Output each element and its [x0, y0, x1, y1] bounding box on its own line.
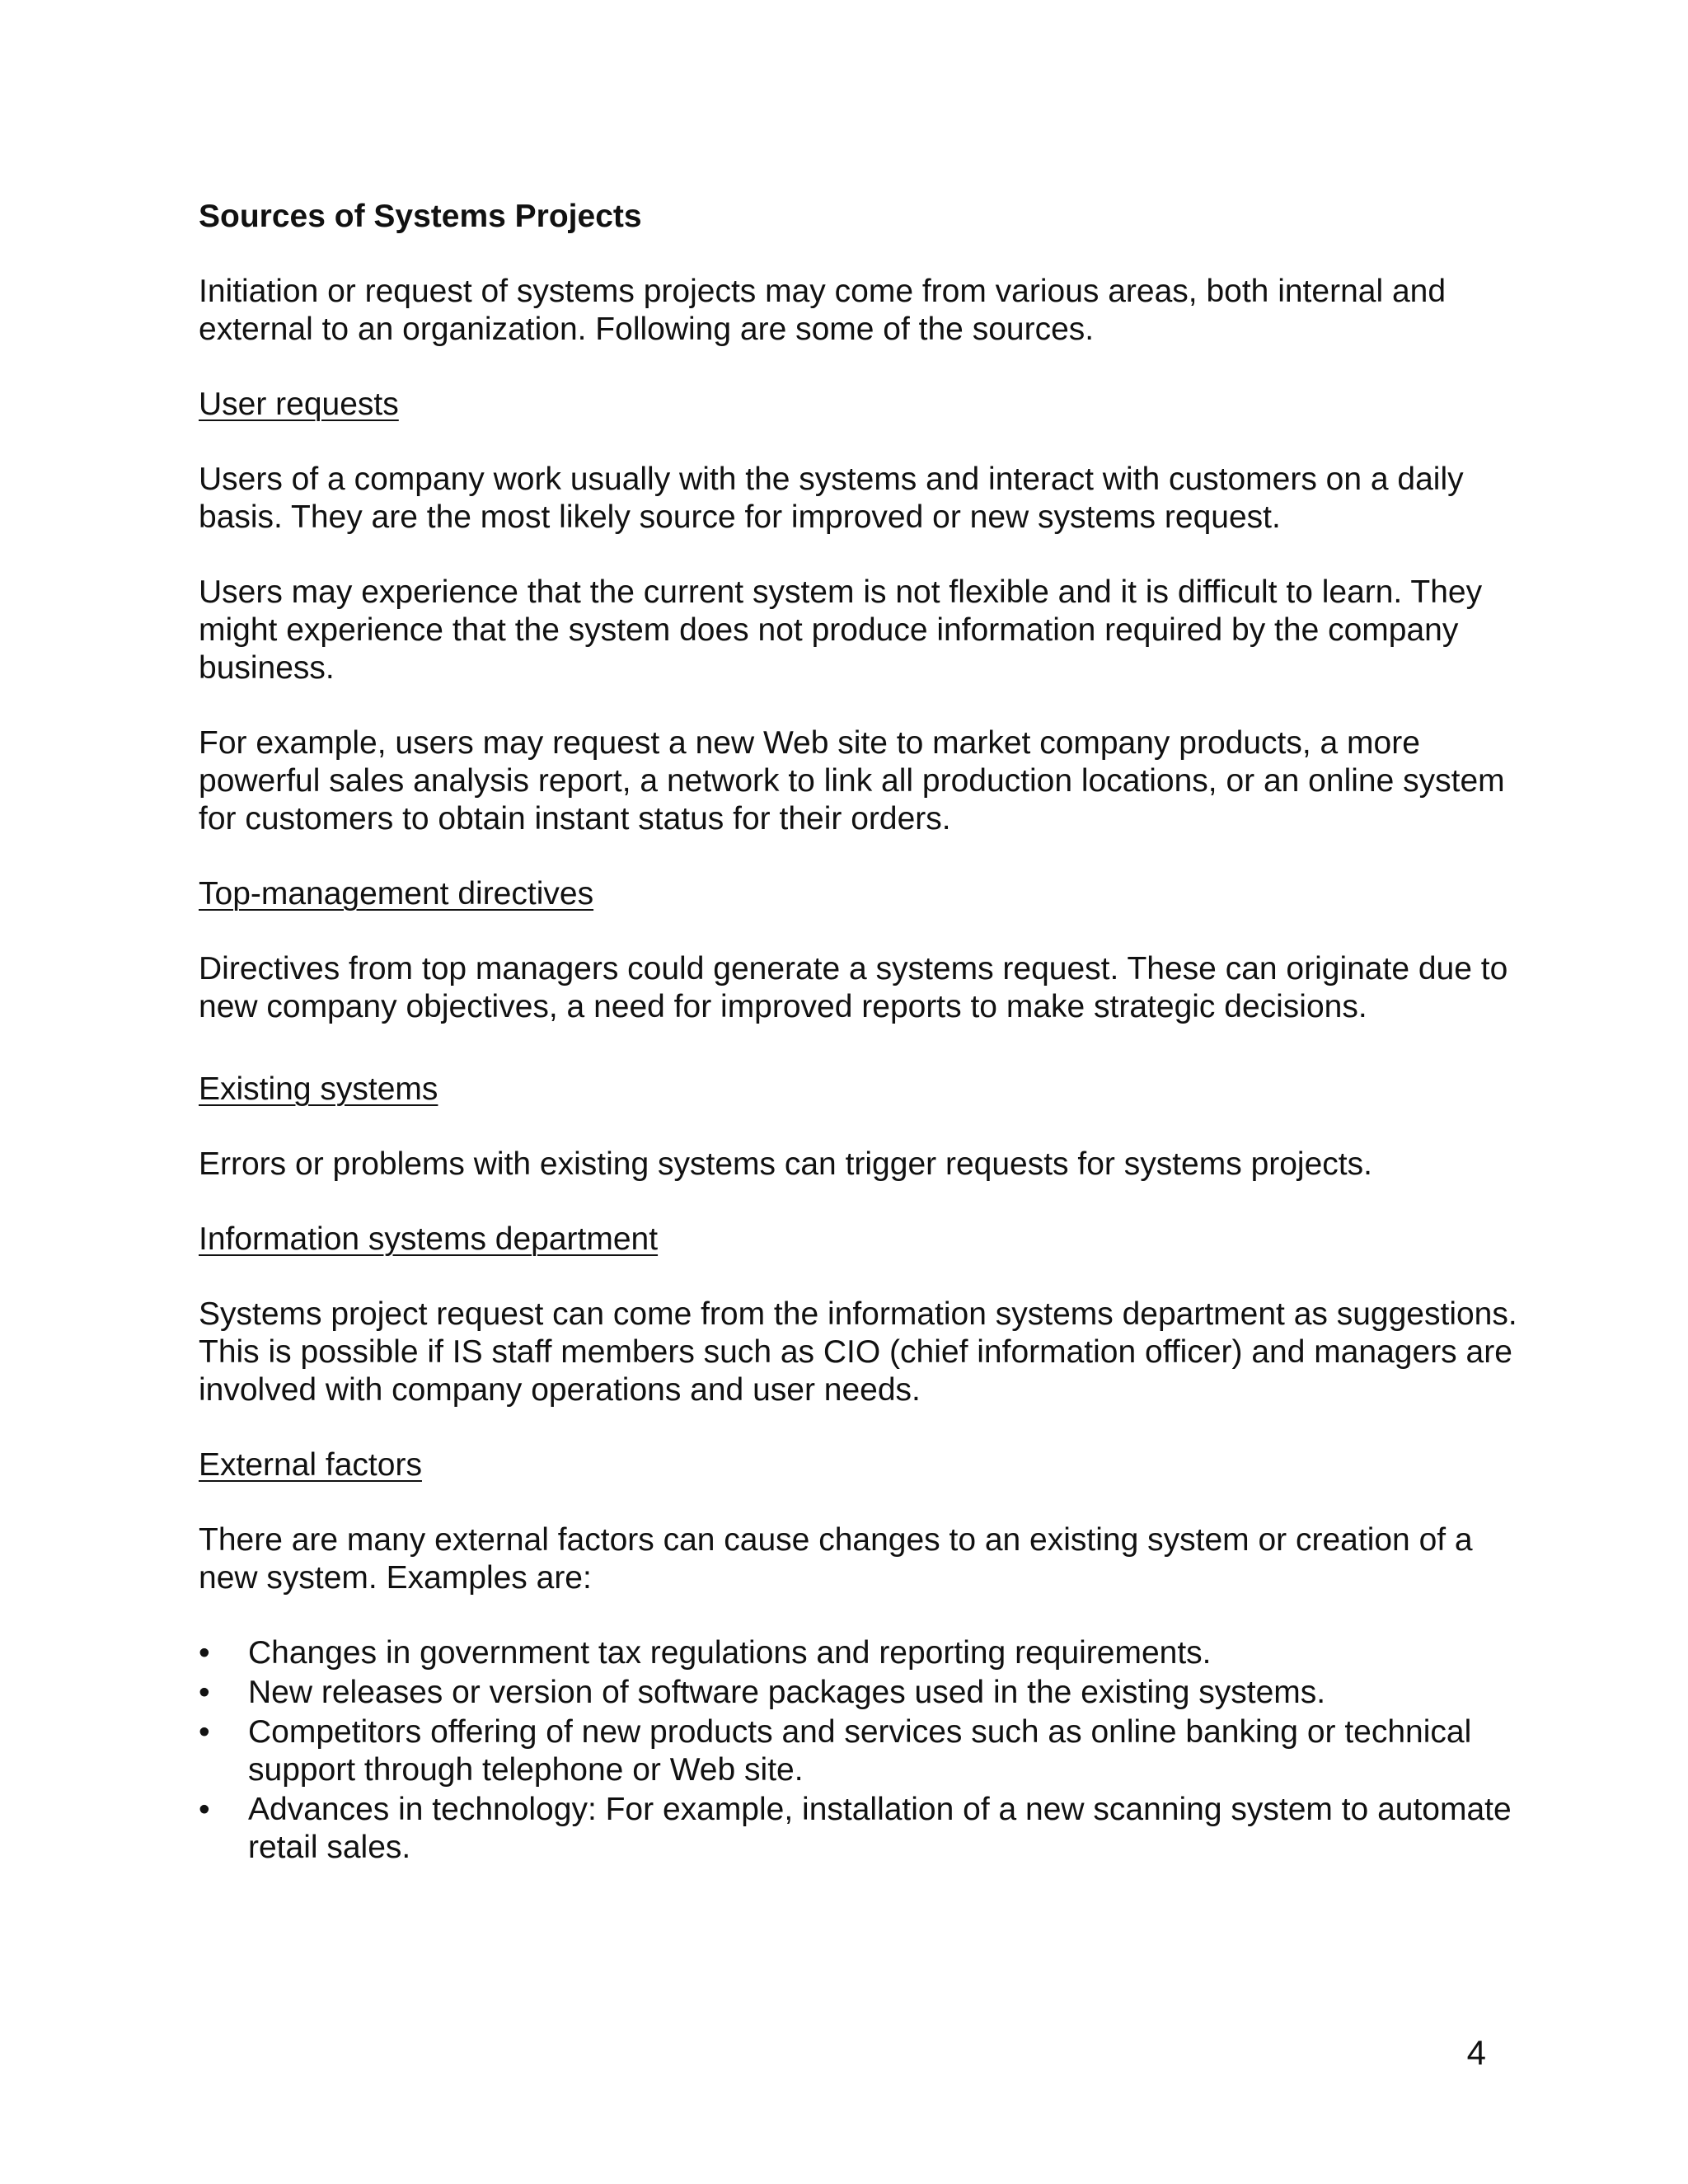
paragraph: For example, users may request a new Web site to market company products, a more powerful sales analysis report, a network to link all production locations, or an online system for customers to obtain instant status for their orders. [199, 725, 1505, 837]
list-item-text: Competitors offering of new products and services such as online banking or technical support through telephone or Web site. [248, 1714, 1472, 1788]
paragraph: Errors or problems with existing systems can trigger requests for systems projects. [199, 1146, 1372, 1182]
section-heading-information-systems-department: Information systems department [199, 1221, 659, 1257]
list-item [199, 1713, 1517, 1789]
bullet-icon: • [199, 1792, 210, 1827]
page-number: 4 [1466, 2033, 1486, 2072]
bullet-icon: • [199, 1675, 210, 1710]
list-item-text: Advances in technology: For example, installation of a new scanning system to automate retail sales. [248, 1792, 1512, 1865]
external-factors-list [199, 1634, 1517, 1867]
list-item-text: New releases or version of software packages used in the existing systems. [248, 1675, 1326, 1710]
page-title: Sources of Systems Projects [199, 199, 642, 234]
section-heading-external-factors: External factors [199, 1447, 422, 1483]
paragraph: Users may experience that the current system is not flexible and it is difficult to learn. They might experience that the system does not produce information required by the company business. [199, 574, 1483, 686]
list-item [199, 1634, 1517, 1672]
list-item-text: Changes in government tax regulations and reporting requirements. [248, 1635, 1212, 1671]
bullet-icon: • [199, 1635, 210, 1671]
bullet-icon: • [199, 1714, 210, 1750]
paragraph: Systems project request can come from the information systems department as suggestions. This is possible if IS staff members such as CIO (chief information officer) and managers are involved with company operations and user needs. [199, 1296, 1517, 1408]
paragraph: There are many external factors can cause changes to an existing system or creation of a new system. Examples are: [199, 1522, 1473, 1596]
section-heading-top-management-directives: Top-management directives [199, 876, 594, 912]
list-item [199, 1791, 1517, 1867]
paragraph: Directives from top managers could generate a systems request. These can originate due to new company objectives, a need for improved reports to make strategic decisions. [199, 951, 1508, 1024]
paragraph: Users of a company work usually with the systems and interact with customers on a daily basis. They are the most likely source for improved or new systems request. [199, 462, 1464, 535]
section-heading-existing-systems: Existing systems [199, 1071, 438, 1107]
intro-paragraph: Initiation or request of systems projects may come from various areas, both internal and external to an organization. Following are some of the sources. [199, 274, 1447, 347]
page-content [199, 198, 1517, 1868]
list-item [199, 1674, 1517, 1712]
section-heading-user-requests: User requests [199, 387, 399, 422]
